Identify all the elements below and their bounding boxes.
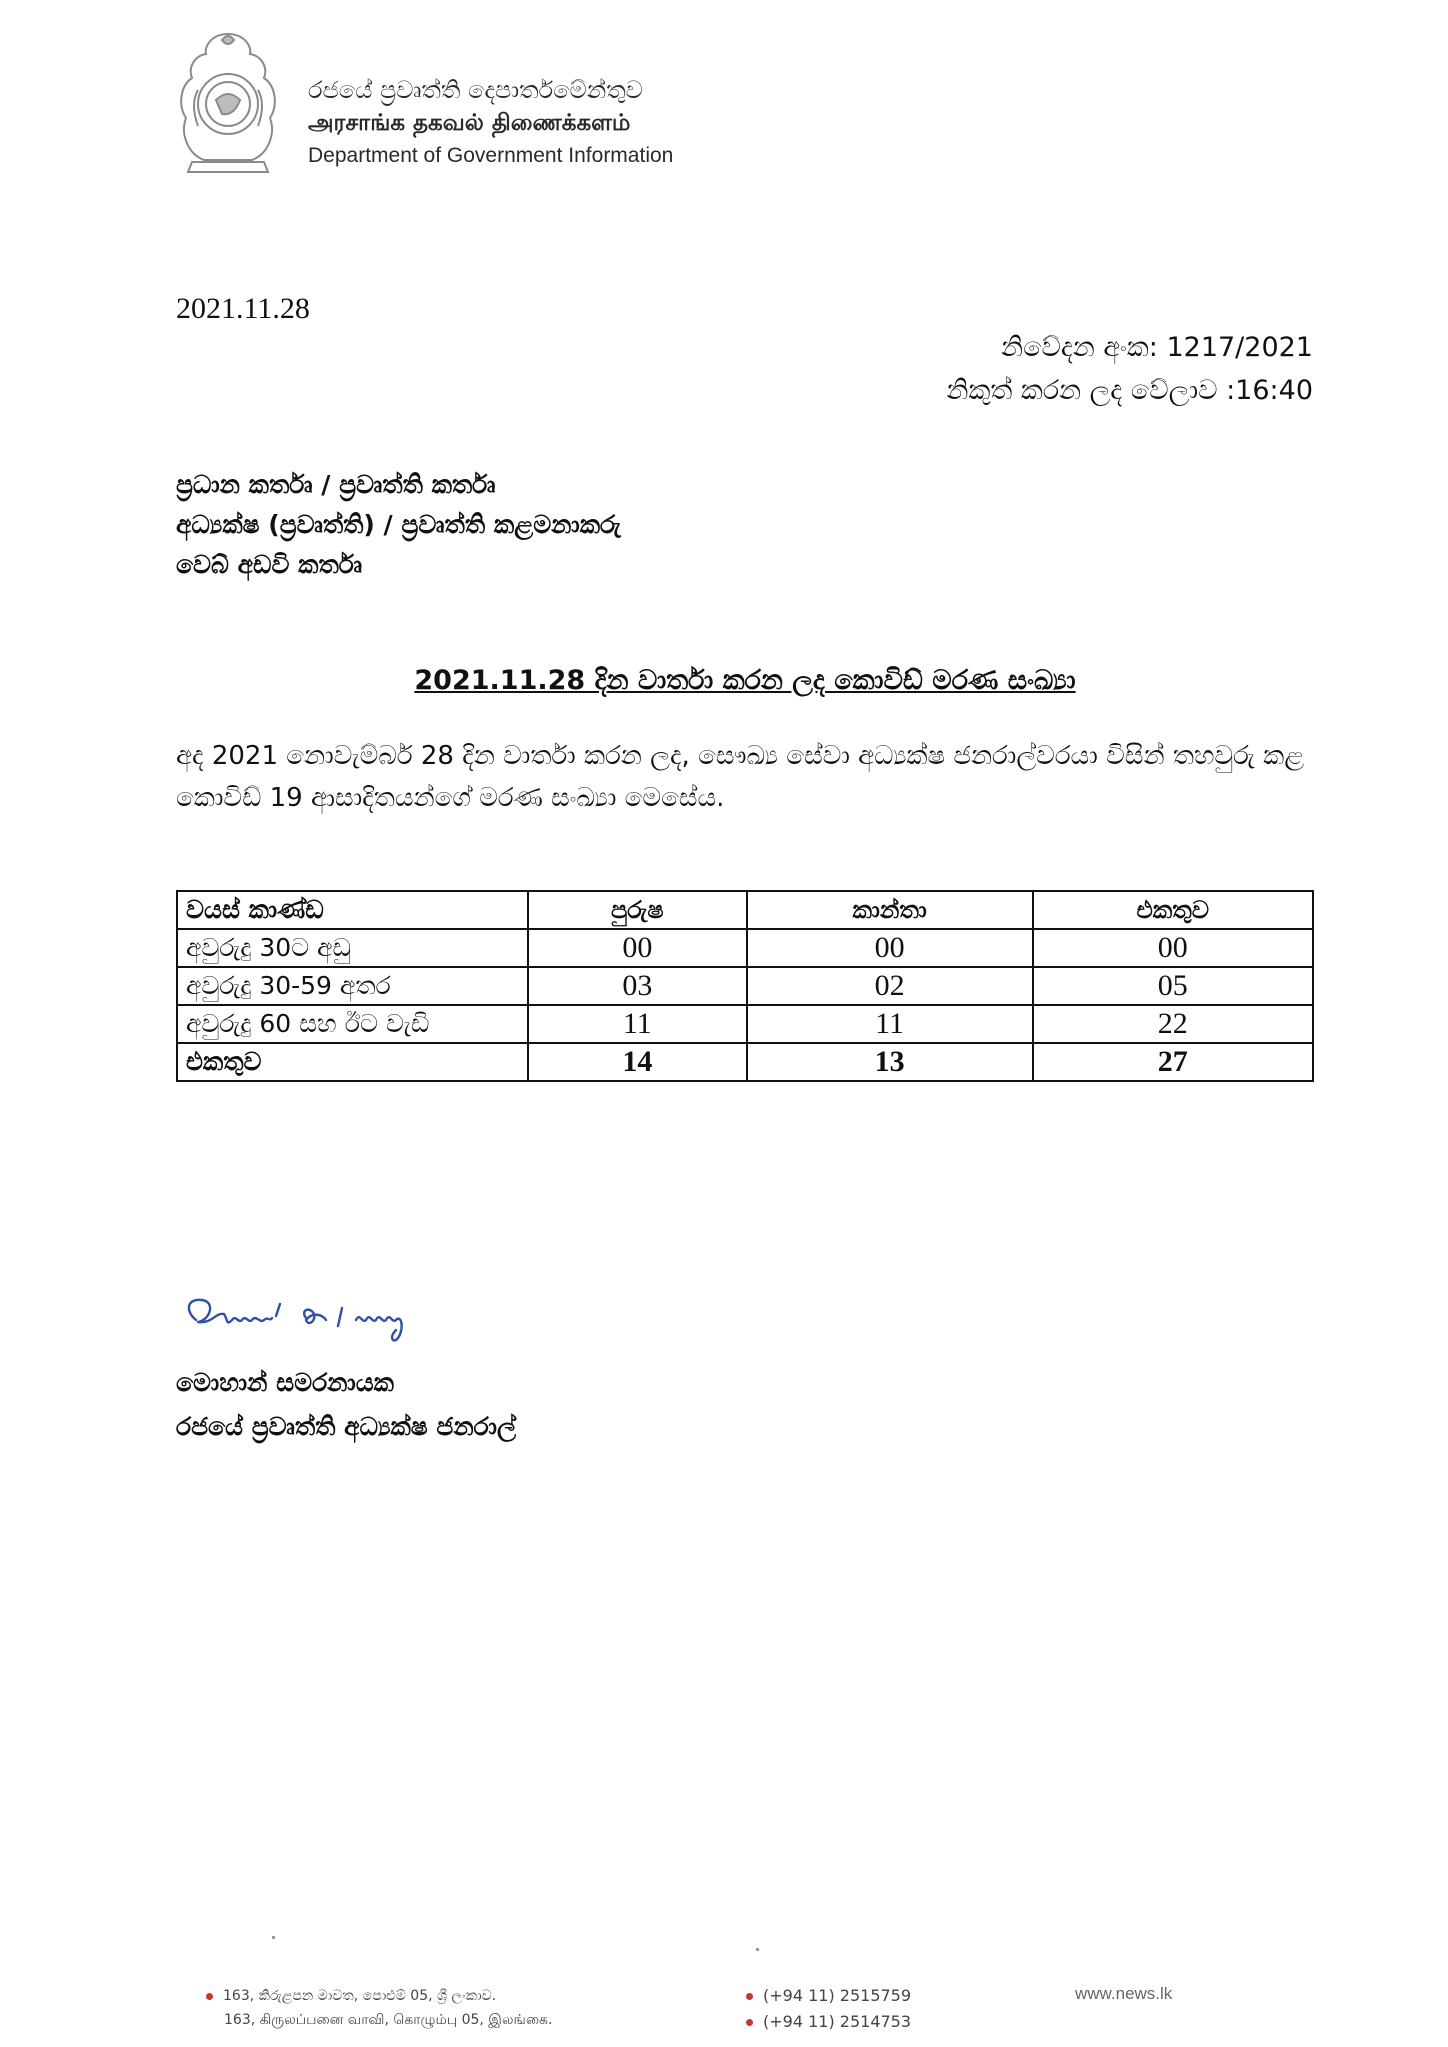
age-group-cell: අවුරුදු 30-59 අතර: [177, 967, 528, 1005]
letterhead-english: Department of Government Information: [308, 144, 674, 167]
total-cell: 22: [1033, 1005, 1313, 1043]
bullet-icon: [746, 1993, 753, 2000]
footer-phone-text: (+94 11) 2515759: [763, 1986, 912, 2005]
footer-address-text: 163, කිරුළපන මාවත, පොළුම් 05, ශ්‍රී ලංකාව.: [223, 1988, 497, 2004]
male-cell: 03: [528, 967, 747, 1005]
body-paragraph: අද 2021 නොවැම්බර් 28 දින වාර්තා කරන ලද, සෞඛ්‍ය සේවා අධ්‍යක්ෂ ජනරාල්වරයා විසින් තහවුරු කළ කොවිඩ් 19 ආසාදිතයන්ගේ මරණ සංඛ්‍යා මෙසේය.: [176, 741, 1305, 813]
age-group-cell: අවුරුදු 60 සහ ඊට වැඩි: [177, 1005, 528, 1043]
grand-total-cell: 27: [1033, 1043, 1313, 1081]
total-label-cell: එකතුව: [177, 1043, 528, 1081]
male-cell: 11: [528, 1005, 747, 1043]
female-cell: 02: [747, 967, 1033, 1005]
female-cell: 11: [747, 1005, 1033, 1043]
recipient-line: ප්‍රධාන කර්තෘ / ප්‍රවෘත්ති කර්තෘ: [176, 470, 496, 499]
table-total-row: [177, 1043, 1313, 1081]
total-cell: 05: [1033, 967, 1313, 1005]
document-heading: 2021.11.28 දින වාර්තා කරන ලද කොවිඩ් මරණ සංඛ්‍යා: [414, 665, 1076, 696]
age-group-cell: අවුරුදු 30ට අඩු: [177, 929, 528, 967]
total-cell: 00: [1033, 929, 1313, 967]
recipient-line: අධ්‍යක්ෂ (ප්‍රවෘත්ති) / ප්‍රවෘත්ති කළමනාකරු: [176, 510, 621, 539]
bullet-icon: [746, 2019, 753, 2026]
footer-address-tamil: 163, கிருலப்பனை வாவி, கொழும்பு 05, இலங்கை.: [224, 2012, 553, 2028]
release-number: නිවේදන අංක: 1217/2021: [1001, 332, 1313, 363]
footer-fax-text: (+94 11) 2514753: [763, 2012, 912, 2031]
release-time: නිකුත් කරන ලද වේලාව :16:40: [946, 375, 1313, 406]
signatory-title: රජයේ ප්‍රවෘත්ති අධ්‍යක්ෂ ජනරාල්: [176, 1412, 517, 1441]
table-row: [177, 929, 1313, 967]
male-total-cell: 14: [528, 1043, 747, 1081]
header-age-group: වයස් කාණ්ඩ: [177, 891, 528, 929]
table-row: [177, 967, 1313, 1005]
footer-address-sinhala: [206, 1988, 496, 2004]
handwritten-signature-icon: [176, 1290, 496, 1350]
letterhead-sinhala: රජයේ ප්‍රවෘත්ති දෙපාර්තමේන්තුව: [308, 76, 643, 104]
table-row: [177, 1005, 1313, 1043]
signatory-name: මොහාන් සමරනායක: [176, 1368, 394, 1397]
footer-phone: [746, 1986, 911, 2005]
header-male: පුරුෂ: [528, 891, 747, 929]
footer-dot: [272, 1936, 275, 1939]
government-emblem-icon: [172, 30, 284, 176]
footer-website[interactable]: www.news.lk: [1075, 1984, 1173, 2003]
bullet-icon: [206, 1993, 213, 2000]
header-female: කාන්තා: [747, 891, 1033, 929]
header-total: එකතුව: [1033, 891, 1313, 929]
table-header-row: [177, 891, 1313, 929]
letterhead-tamil: அரசாங்க தகவல் திணைக்களம்: [308, 110, 631, 136]
release-date: 2021.11.28: [176, 292, 310, 325]
female-cell: 00: [747, 929, 1033, 967]
female-total-cell: 13: [747, 1043, 1033, 1081]
death-statistics-table: [176, 890, 1314, 1082]
male-cell: 00: [528, 929, 747, 967]
footer-fax: [746, 2012, 911, 2031]
footer-dot: [756, 1948, 759, 1951]
recipient-line: වෙබ් අඩවි කර්තෘ: [176, 550, 363, 579]
